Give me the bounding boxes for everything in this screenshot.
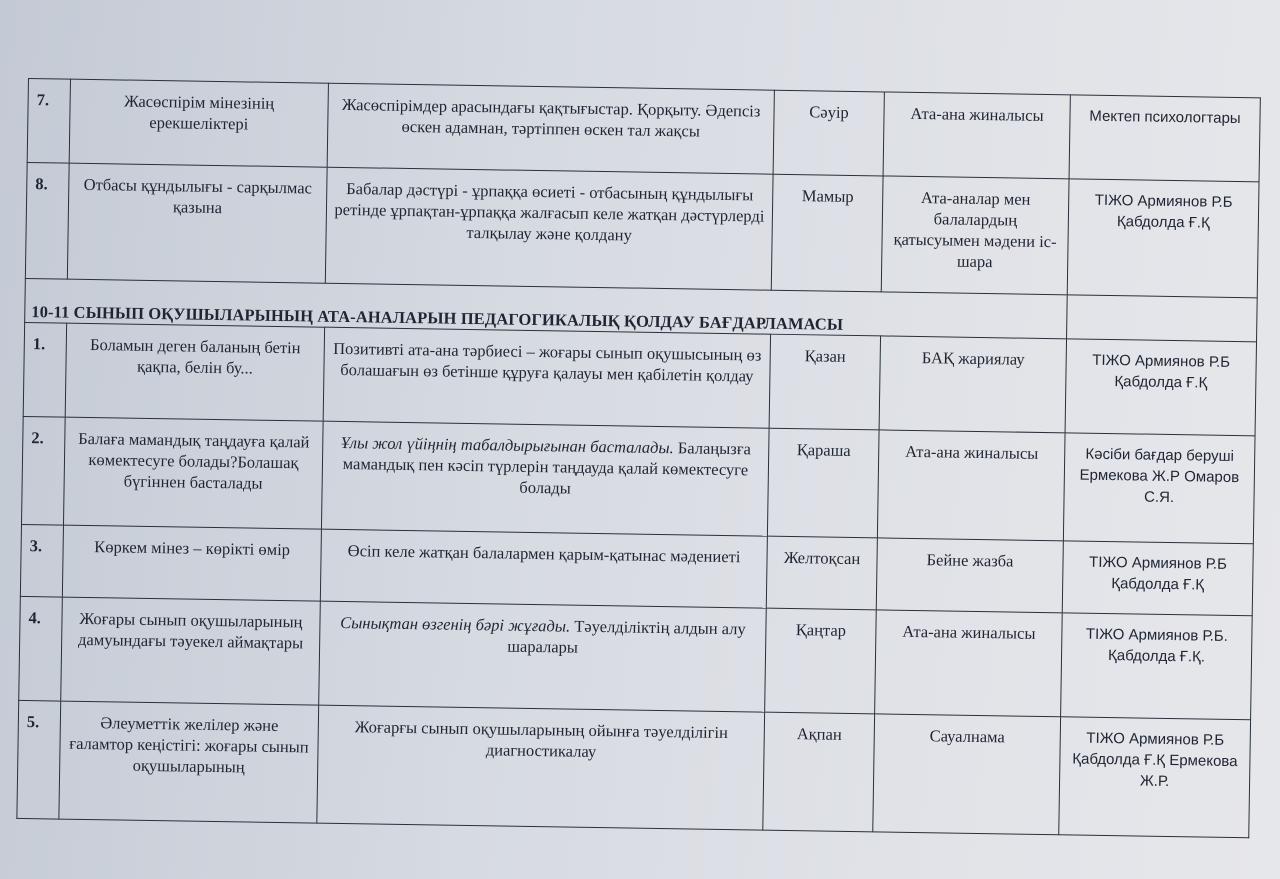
row-number: 2. [21, 416, 65, 525]
month-cell: Сәуір [773, 90, 884, 176]
topic-cell: Балаға мамандық таңдауға қалай көмектесуге болады?Болашақ бүгіннен басталады [63, 417, 323, 529]
month-cell: Мамыр [771, 174, 883, 292]
topic-cell: Әлеуметтік желілер және ғаламтор кеңістігі: жоғары сынып оқушыларының [59, 701, 319, 823]
table-row [17, 700, 1251, 837]
content-text: Өсіп келе жатқан балалармен қарым-қатынас мәдениеті [347, 541, 741, 567]
content-cell [321, 421, 769, 536]
row-number: 7. [27, 79, 70, 164]
month-cell: Желтоқсан [766, 536, 877, 610]
content-cell [320, 529, 767, 608]
responsible-cell: Кәсіби бағдар беруші Ермекова Ж.Р Омаров С.Я. [1063, 433, 1255, 544]
content-italic: Ұлы жол үйіңнің табалдырығынан басталады. [340, 432, 674, 458]
content-text: Жоғарғы сынып оқушыларының ойынға тәуелділігін диагностикалау [354, 717, 729, 762]
row-number: 8. [25, 162, 69, 279]
form-cell: Ата-ана жиналысы [877, 430, 1065, 541]
content-text: Позитивті ата-ана тәрбиесі – жоғары сынып оқушысының өз болашағын өз бетінше құруға қалауы мен қабілетін қолдау [333, 338, 762, 386]
month-cell: Қаңтар [765, 608, 877, 714]
row-number: 5. [17, 700, 61, 819]
topic-cell: Боламын деген баланың бетін қақпа, белін бу... [65, 323, 324, 421]
topic-cell: Жасөспірім мінезінің ерекшеліктері [69, 79, 328, 167]
responsible-cell: ТІЖО Армиянов Р.Б. Қабдолда Ғ.Қ. [1061, 613, 1253, 720]
content-text: Тәуелділіктің алдын алу шаралары [507, 616, 746, 657]
month-cell: Қазан [769, 334, 880, 430]
row-number: 4. [19, 596, 63, 701]
responsible-cell: Мектеп психологтары [1069, 95, 1260, 182]
form-cell: Ата-ана жиналысы [875, 610, 1063, 717]
responsible-cell: ТІЖО Армиянов Р.Б Қабдолда Ғ.Қ [1067, 179, 1259, 298]
section-title: 10-11 СЫНЫП ОҚУШЫЛАРЫНЫҢ АТА-АНАЛАРЫН ПЕДАГОГИКАЛЫҚ ҚОЛДАУ БАҒДАРЛАМАСЫ [25, 278, 1068, 338]
month-cell: Ақпан [763, 712, 875, 832]
table-row [19, 596, 1252, 719]
row-number: 1. [23, 322, 66, 417]
content-text: Балаңызға мамандық пен кәсіп түрлерін таңдауда қалай көмектесуге болады [342, 438, 752, 498]
pedagogical-support-table [16, 78, 1260, 838]
topic-cell: Көркем мінез – көрікті өмір [62, 525, 321, 601]
content-cell: Жасөспірімдер арасындағы қақтығыстар. Қорқыту. Әдепсіз өскен адамнан, тәртіппен өскен тал жақсы [327, 83, 774, 174]
form-cell: БАҚ жариялау [879, 336, 1066, 433]
responsible-cell: ТІЖО Армиянов Р.Б Қабдолда Ғ.Қ Ермекова Ж.Р. [1059, 717, 1251, 838]
content-cell: Бабалар дәстүрі - ұрпаққа өсиеті - отбасының құндылығы ретінде ұрпақтан-ұрпаққа жалғасып келе жатқан дәстүрлерді талқылау және қолдану [325, 167, 773, 290]
content-cell [317, 705, 765, 830]
form-cell: Ата-ана жиналысы [883, 92, 1070, 179]
form-cell: Бейне жазба [876, 538, 1063, 613]
content-italic: Сынықтан өзгенің бәрі жұғады. [340, 612, 571, 636]
topic-cell: Жоғары сынып оқушыларының дамуындағы тәуекел аймақтары [61, 597, 321, 705]
topic-cell: Отбасы құндылығы - сарқылмас қазына [67, 163, 327, 283]
responsible-cell: ТІЖО Армиянов Р.Б Қабдолда Ғ.Қ [1065, 339, 1256, 436]
empty-cell [1067, 295, 1258, 342]
table-row [21, 416, 1255, 543]
responsible-cell: ТІЖО Армиянов Р.Б Қабдолда Ғ.Қ [1062, 541, 1253, 616]
form-cell: Сауалнама [873, 714, 1061, 835]
month-cell: Қараша [767, 428, 879, 538]
table-row [25, 162, 1259, 297]
row-number: 3. [20, 524, 63, 597]
form-cell: Ата-аналар мен балалардың қатысуымен мәдени іс-шара [881, 176, 1069, 295]
document-table-area [16, 78, 1260, 845]
content-cell [319, 601, 767, 712]
content-cell [323, 327, 770, 428]
